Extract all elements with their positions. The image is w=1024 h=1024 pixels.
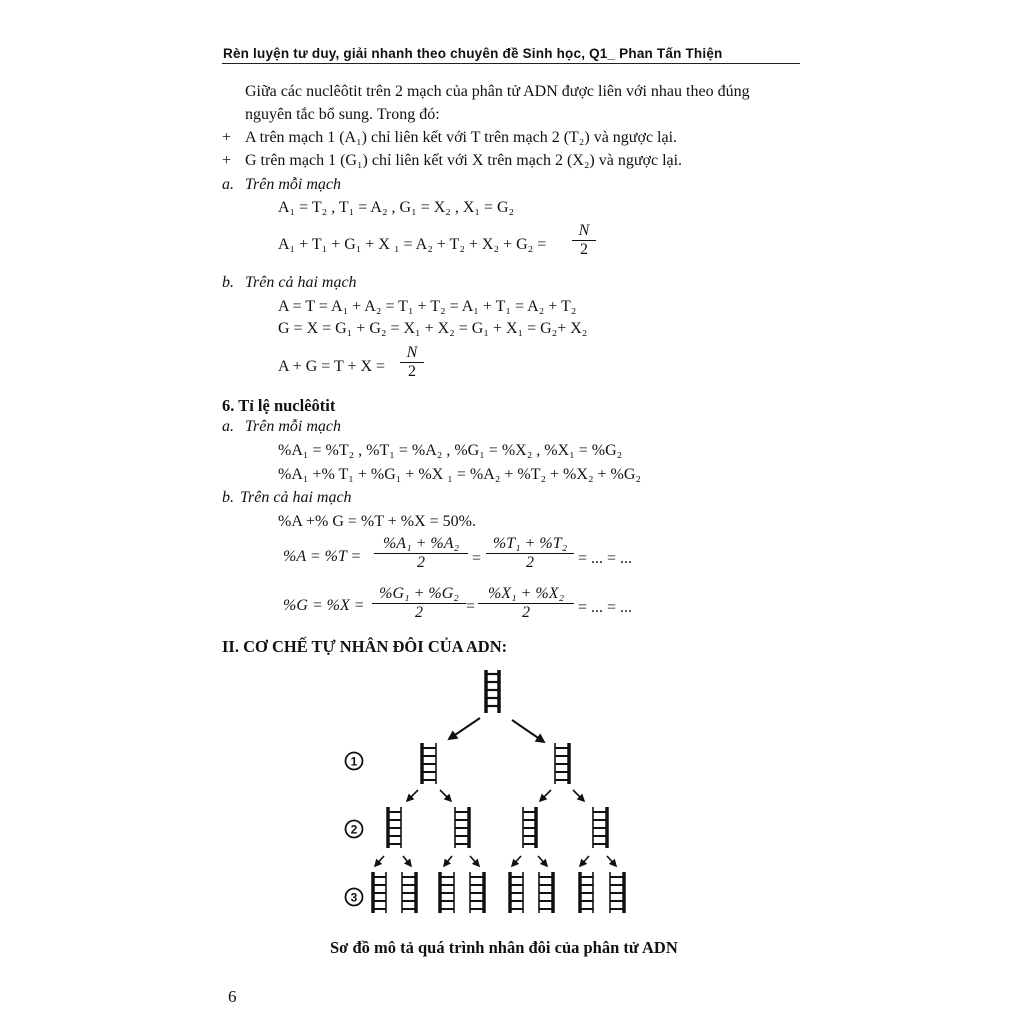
sub-title-a: Trên mỗi mạch	[245, 176, 341, 193]
dna-ladder-gen1	[422, 743, 569, 784]
equation-lhs: %A = %T =	[283, 548, 362, 565]
fraction-numerator: %T₁ + %T₂	[492, 535, 568, 552]
fraction-denominator: 2	[417, 554, 425, 571]
equation-tail: = ... = ...	[578, 599, 633, 616]
fraction-denominator: 2	[526, 554, 534, 571]
generation-label	[346, 753, 363, 770]
equation: %A +% G = %T + %X = 50%.	[278, 513, 476, 530]
sub-title-b: Trên cả hai mạch	[245, 274, 357, 291]
equation: A + G = T + X =	[278, 358, 386, 375]
fraction-denominator: 2	[408, 363, 416, 380]
sub-title-a: Trên mỗi mạch	[245, 418, 341, 435]
generation-label	[346, 821, 363, 838]
sub-label-b: b.	[222, 274, 234, 291]
bullet-text: G trên mạch 1 (G₁) chỉ liên kết với X trên mạch 2 (X₂) và ngược lại.	[245, 152, 683, 169]
fraction-denominator: 2	[522, 604, 530, 621]
bullet-text: A trên mạch 1 (A₁) chỉ liên kết với T trên mạch 2 (T₂) và ngược lại.	[245, 129, 678, 146]
generation-label-text: 1	[350, 754, 358, 769]
arrow-icon	[449, 718, 544, 742]
fraction-denominator: 2	[580, 241, 588, 258]
fraction-numerator: N	[406, 344, 418, 361]
equals-sign: =	[472, 550, 482, 567]
intro-line-2: nguyên tắc bổ sung. Trong đó:	[245, 106, 440, 123]
fraction-numerator: N	[578, 222, 590, 239]
section-heading-ii: II. CƠ CHẾ TỰ NHÂN ĐÔI CỦA ADN:	[222, 637, 508, 656]
equation-lhs: %G = %X =	[283, 597, 365, 614]
arrow-icon	[407, 790, 584, 801]
intro-line-1: Giữa các nuclêôtit trên 2 mạch của phân tử ADN được liên với nhau theo đúng	[245, 83, 750, 100]
sub-label-a: a.	[222, 176, 234, 193]
section-heading-6: 6. Tỉ lệ nuclêôtit	[222, 396, 336, 415]
dna-ladder-parent	[486, 670, 499, 713]
sub-label-a: a.	[222, 418, 234, 435]
dna-ladder-gen3	[373, 872, 624, 913]
equation: G = X = G₁ + G₂ = X₁ + X₂ = G₁ + X₁ = G₂+ X₂	[278, 320, 588, 337]
fraction-numerator: %X₁ + %X₂	[487, 585, 565, 602]
equation-tail: = ... = ...	[578, 550, 633, 567]
generation-label	[346, 889, 363, 906]
arrow-icon	[375, 856, 616, 866]
sub-title-b: Trên cả hai mạch	[240, 489, 352, 506]
equation: %A₁ +% T₁ + %G₁ + %X ₁ = %A₂ + %T₂ + %X₂ + %G₂	[278, 466, 641, 483]
generation-label-text: 3	[350, 890, 358, 905]
dna-ladder-gen2	[388, 807, 607, 848]
equation: %A₁ = %T₂ , %T₁ = %A₂ , %G₁ = %X₂ , %X₁ = %G₂	[278, 442, 623, 459]
equals-sign: =	[466, 598, 476, 615]
running-header: Rèn luyện tư duy, giải nhanh theo chuyên đề Sinh học, Q1_ Phan Tấn Thiện	[223, 46, 723, 61]
fraction-denominator: 2	[415, 604, 423, 621]
fraction-numerator: %G₁ + %G₂	[379, 585, 459, 602]
bullet-mark: +	[222, 129, 232, 146]
generation-label-text: 2	[350, 822, 358, 837]
equation: A₁ = T₂ , T₁ = A₂ , G₁ = X₂ , X₁ = G₂	[278, 199, 515, 216]
page-number: 6	[228, 987, 237, 1006]
bullet-mark: +	[222, 152, 232, 169]
fraction-numerator: %A₁ + %A₂	[382, 535, 460, 552]
equation: A = T = A₁ + A₂ = T₁ + T₂ = A₁ + T₁ = A₂ + T₂	[278, 298, 577, 315]
equation: A₁ + T₁ + G₁ + X ₁ = A₂ + T₂ + X₂ + G₂ =	[278, 236, 547, 253]
sub-label-b: b.	[222, 489, 234, 506]
figure-caption: Sơ đồ mô tả quá trình nhân đôi của phân tử ADN	[330, 938, 678, 957]
